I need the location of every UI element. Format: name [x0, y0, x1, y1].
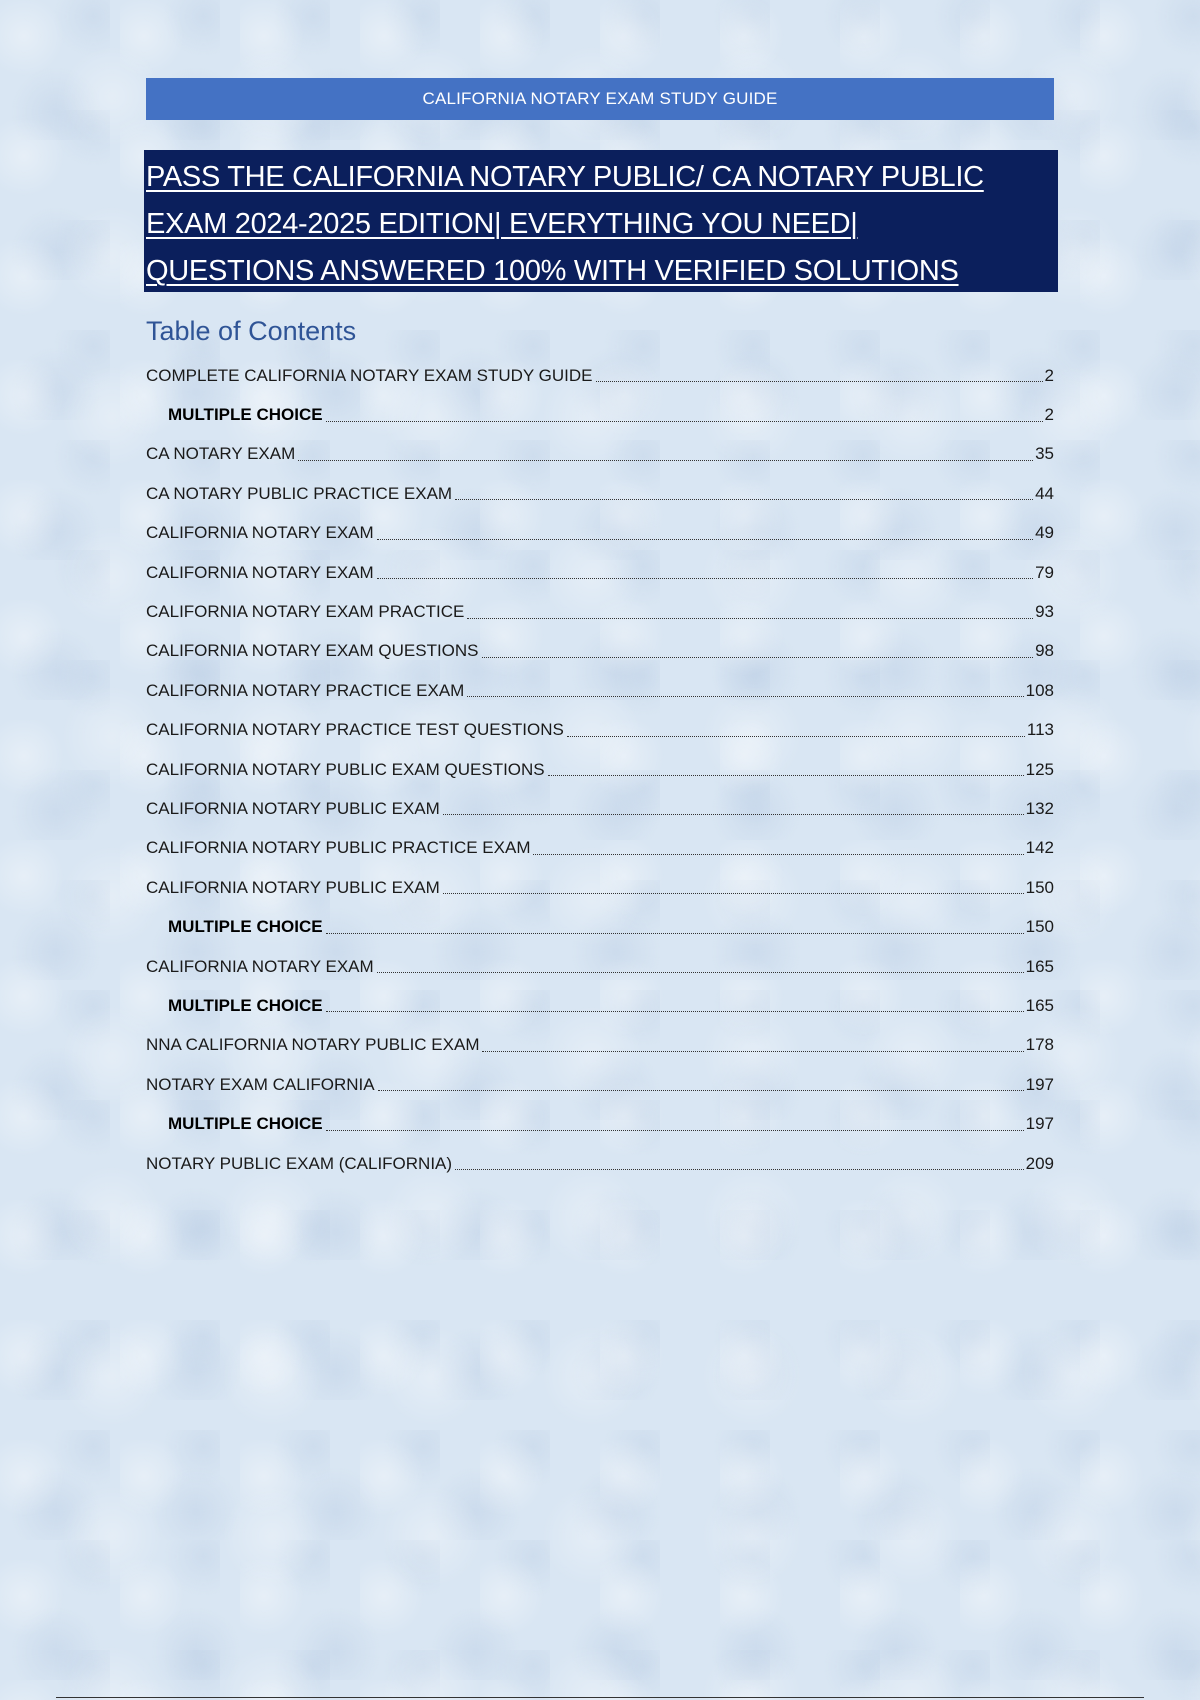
- toc-entry-page-number: 44: [1035, 483, 1054, 503]
- document-title: [144, 150, 1058, 292]
- toc-heading: Table of Contents: [146, 316, 357, 346]
- toc-dot-leader: [482, 657, 1034, 658]
- toc-entry[interactable]: [146, 592, 1054, 631]
- toc-entry-page-number: 132: [1025, 798, 1054, 818]
- page-header-banner: [146, 78, 1054, 120]
- toc-entry[interactable]: [146, 1104, 1054, 1143]
- toc-entry-page-number: 165: [1025, 956, 1054, 976]
- toc-entry-page-number: 178: [1025, 1035, 1054, 1055]
- toc-entry[interactable]: [146, 789, 1054, 828]
- toc-entry[interactable]: [146, 907, 1054, 946]
- toc-entry[interactable]: [146, 435, 1054, 474]
- toc-entry-label: MULTIPLE CHOICE: [168, 405, 323, 425]
- toc-entry-label: NOTARY EXAM CALIFORNIA: [146, 1074, 375, 1094]
- toc-entry-label: MULTIPLE CHOICE: [168, 995, 323, 1015]
- toc-entry[interactable]: [146, 1144, 1054, 1183]
- toc-entry-page-number: 197: [1025, 1074, 1054, 1094]
- toc-dot-leader: [455, 1169, 1024, 1170]
- toc-dot-leader: [467, 696, 1023, 697]
- toc-dot-leader: [548, 775, 1024, 776]
- toc-entry-label: CALIFORNIA NOTARY EXAM: [146, 956, 374, 976]
- toc-dot-leader: [567, 736, 1025, 737]
- toc-dot-leader: [377, 972, 1024, 973]
- toc-entry-page-number: 142: [1025, 838, 1054, 858]
- toc-entry[interactable]: [146, 671, 1054, 710]
- toc-entry-label: CALIFORNIA NOTARY PUBLIC EXAM: [146, 877, 440, 897]
- title-line-3: QUESTIONS ANSWERED 100% WITH VERIFIED SOLUTIONS: [146, 255, 959, 287]
- toc-entry-label: CALIFORNIA NOTARY PRACTICE EXAM: [146, 680, 465, 700]
- toc-dot-leader: [378, 1090, 1024, 1091]
- title-line-1: PASS THE CALIFORNIA NOTARY PUBLIC/ CA NOTARY PUBLIC: [146, 161, 984, 193]
- toc-entry[interactable]: [146, 750, 1054, 789]
- toc-entry-page-number: 93: [1035, 602, 1054, 622]
- toc-entry-page-number: 165: [1025, 995, 1054, 1015]
- toc-dot-leader: [467, 618, 1033, 619]
- toc-entry-label: NNA CALIFORNIA NOTARY PUBLIC EXAM: [146, 1035, 480, 1055]
- title-line-2: EXAM 2024-2025 EDITION| EVERYTHING YOU NEED|: [146, 208, 858, 240]
- toc-entry[interactable]: [146, 868, 1054, 907]
- toc-dot-leader: [326, 1011, 1024, 1012]
- toc-dot-leader: [298, 460, 1033, 461]
- toc-entry-label: MULTIPLE CHOICE: [168, 917, 323, 937]
- toc-entry-label: CA NOTARY EXAM: [146, 444, 296, 464]
- toc-entry-label: NOTARY PUBLIC EXAM (CALIFORNIA): [146, 1153, 453, 1173]
- toc-entry-label: CA NOTARY PUBLIC PRACTICE EXAM: [146, 483, 453, 503]
- toc-entry-label: CALIFORNIA NOTARY EXAM: [146, 523, 374, 543]
- toc-entry-page-number: 108: [1025, 680, 1054, 700]
- toc-dot-leader: [326, 933, 1024, 934]
- toc-dot-leader: [533, 854, 1023, 855]
- toc-entry-label: COMPLETE CALIFORNIA NOTARY EXAM STUDY GUIDE: [146, 365, 593, 385]
- toc-dot-leader: [377, 578, 1033, 579]
- toc-entry-page-number: 113: [1026, 720, 1054, 740]
- toc-entry[interactable]: [146, 1026, 1054, 1065]
- toc-entry-label: CALIFORNIA NOTARY EXAM QUESTIONS: [146, 641, 479, 661]
- toc-entry-label: CALIFORNIA NOTARY PUBLIC EXAM QUESTIONS: [146, 759, 545, 779]
- table-of-contents: [146, 356, 1054, 1183]
- toc-dot-leader: [443, 814, 1024, 815]
- toc-entry-label: MULTIPLE CHOICE: [168, 1114, 323, 1134]
- footer-divider: [56, 1697, 1144, 1698]
- toc-entry-label: CALIFORNIA NOTARY EXAM: [146, 562, 374, 582]
- toc-dot-leader: [596, 381, 1043, 382]
- toc-entry-page-number: 197: [1025, 1114, 1054, 1134]
- toc-entry-page-number: 2: [1044, 365, 1054, 385]
- toc-dot-leader: [326, 421, 1043, 422]
- toc-dot-leader: [443, 893, 1024, 894]
- toc-entry-page-number: 35: [1035, 444, 1054, 464]
- toc-entry[interactable]: [146, 553, 1054, 592]
- toc-entry-page-number: 209: [1025, 1153, 1054, 1173]
- toc-entry-label: CALIFORNIA NOTARY PRACTICE TEST QUESTIONS: [146, 720, 564, 740]
- toc-entry[interactable]: [146, 1065, 1054, 1104]
- page-header-label: CALIFORNIA NOTARY EXAM STUDY GUIDE: [422, 89, 778, 108]
- toc-entry[interactable]: [146, 474, 1054, 513]
- toc-entry[interactable]: [146, 829, 1054, 868]
- toc-dot-leader: [377, 539, 1033, 540]
- toc-entry-page-number: 2: [1044, 405, 1054, 425]
- toc-entry[interactable]: [146, 711, 1054, 750]
- toc-entry-page-number: 150: [1025, 877, 1054, 897]
- toc-entry-label: CALIFORNIA NOTARY EXAM PRACTICE: [146, 602, 465, 622]
- toc-dot-leader: [326, 1130, 1024, 1131]
- toc-entry[interactable]: [146, 632, 1054, 671]
- toc-entry[interactable]: [146, 986, 1054, 1025]
- toc-entry-page-number: 79: [1035, 562, 1054, 582]
- toc-entry[interactable]: [146, 395, 1054, 434]
- toc-dot-leader: [455, 499, 1033, 500]
- toc-entry[interactable]: [146, 356, 1054, 395]
- toc-dot-leader: [482, 1051, 1023, 1052]
- toc-entry-page-number: 150: [1025, 917, 1054, 937]
- toc-entry-label: CALIFORNIA NOTARY PUBLIC EXAM: [146, 798, 440, 818]
- toc-entry-page-number: 125: [1025, 759, 1054, 779]
- toc-entry-page-number: 49: [1035, 523, 1054, 543]
- toc-entry-label: CALIFORNIA NOTARY PUBLIC PRACTICE EXAM: [146, 838, 531, 858]
- toc-entry[interactable]: [146, 514, 1054, 553]
- toc-entry-page-number: 98: [1035, 641, 1054, 661]
- toc-entry[interactable]: [146, 947, 1054, 986]
